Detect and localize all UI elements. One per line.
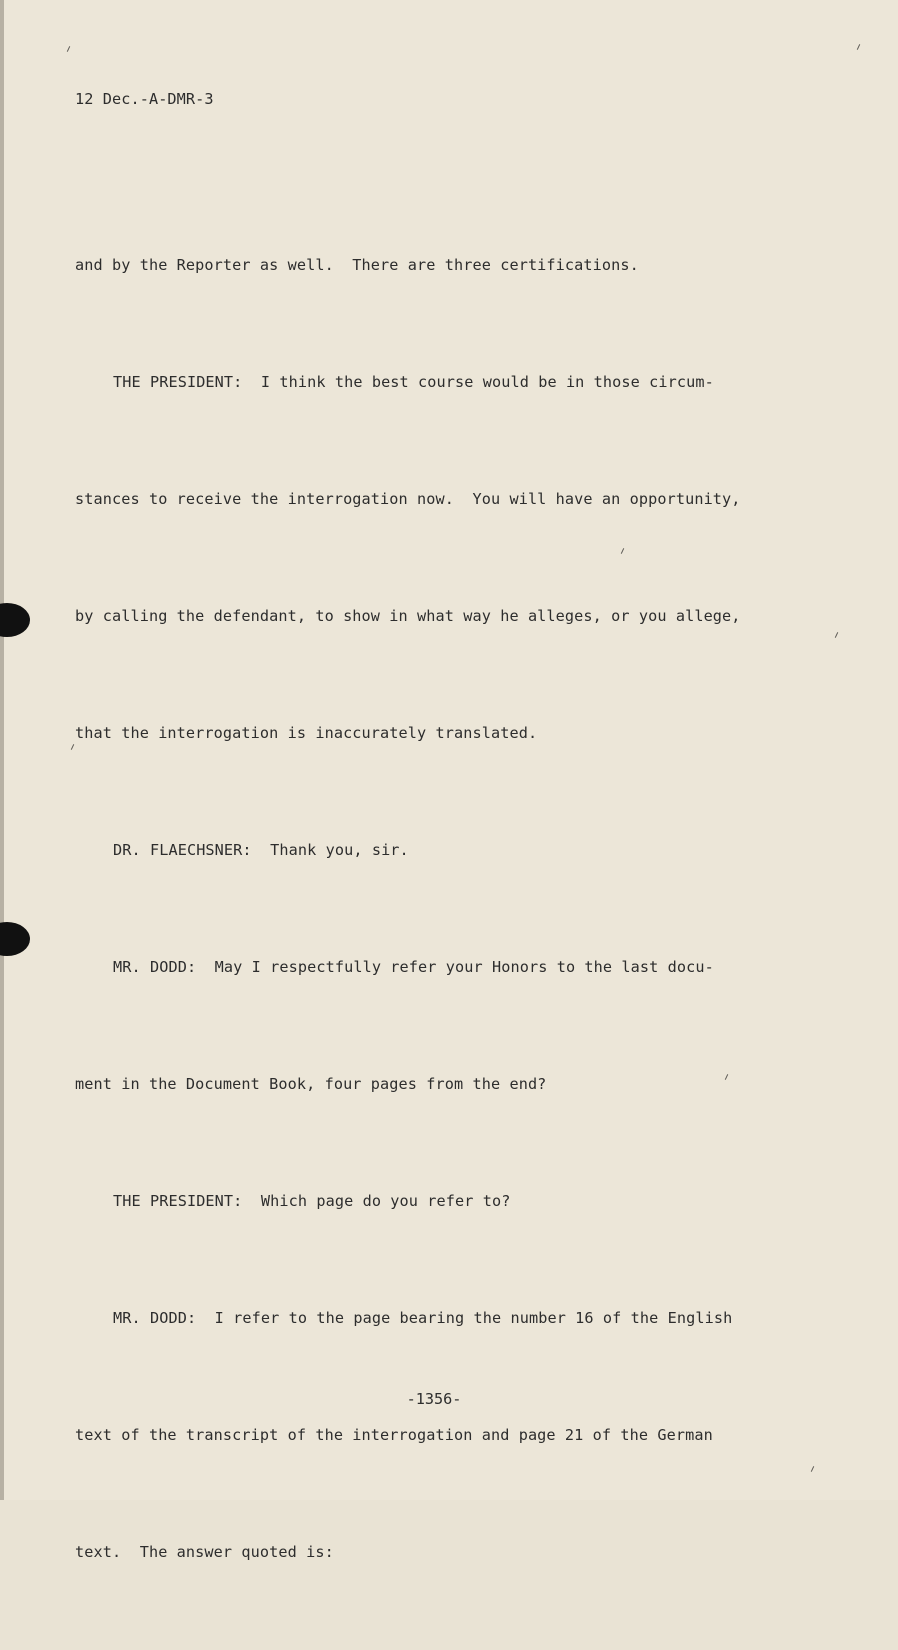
paper-speck (835, 632, 838, 638)
transcript-line: ment in the Document Book, four pages from the end? (75, 1075, 547, 1093)
transcript-line: by calling the defendant, to show in what way he alleges, or you allege, (75, 607, 741, 625)
transcript-line: stances to receive the interrogation now. You will have an opportunity, (75, 490, 741, 508)
paper-edge (0, 0, 4, 1500)
document-header: 12 Dec.-A-DMR-3 (75, 90, 214, 108)
page-number: -1356- (406, 1390, 462, 1408)
transcript-line: and by the Reporter as well. There are three certifications. (75, 256, 639, 274)
paper-speck (71, 744, 74, 750)
transcript-line: MR. DODD: May I respectfully refer your Honors to the last docu- (113, 958, 714, 976)
punch-hole (0, 922, 30, 956)
transcript-line: text of the transcript of the interrogation and page 21 of the German (75, 1426, 713, 1444)
transcript-line: text. The answer quoted is: (75, 1543, 334, 1561)
paper-speck (857, 44, 860, 50)
paper-speck (67, 46, 70, 52)
transcript-line: THE PRESIDENT: I think the best course would be in those circum- (113, 373, 714, 391)
transcript-line: MR. DODD: I refer to the page bearing the number 16 of the English (113, 1309, 733, 1327)
punch-hole (0, 603, 30, 637)
transcript-line: THE PRESIDENT: Which page do you refer to? (113, 1192, 511, 1210)
transcript-body (75, 168, 835, 1650)
transcript-line: DR. FLAECHSNER: Thank you, sir. (113, 841, 409, 859)
transcript-line: that the interrogation is inaccurately translated. (75, 724, 538, 742)
